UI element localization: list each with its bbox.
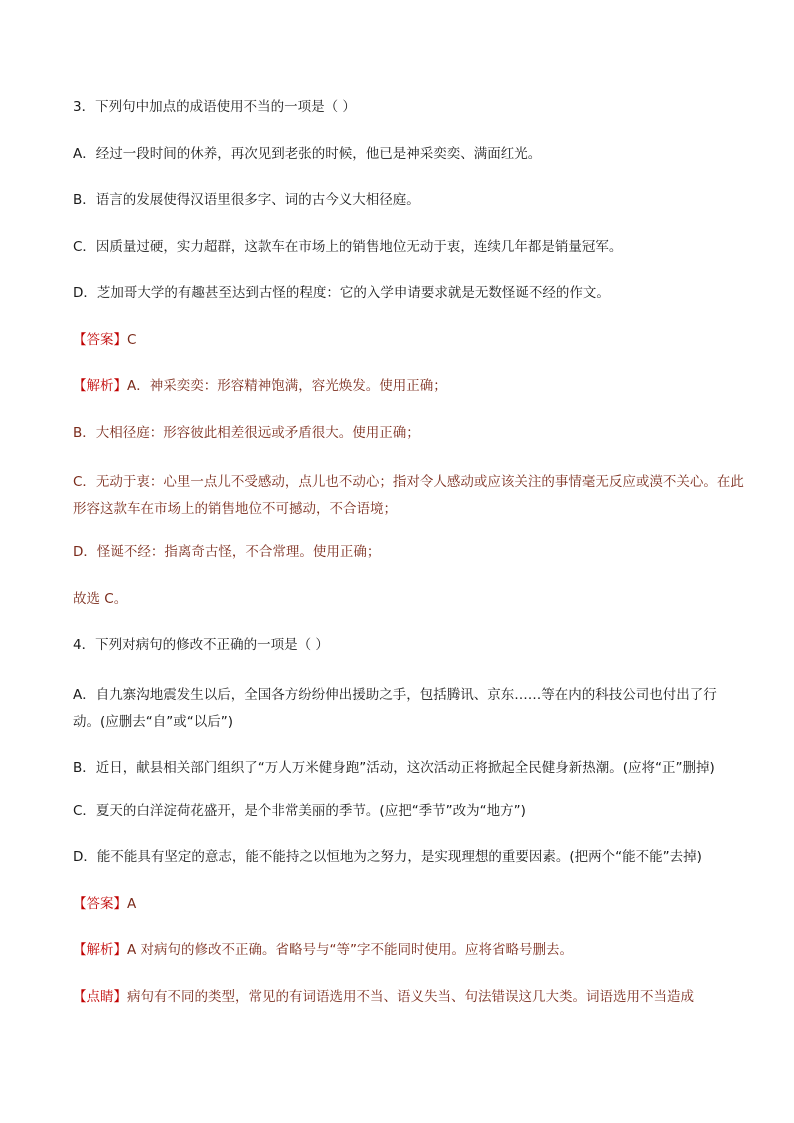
answer-tag: 【答案】 xyxy=(73,895,127,912)
tip-tag: 【点睛】 xyxy=(73,988,127,1005)
question-4-tip xyxy=(73,987,734,1007)
question-3-option-b: B．语言的发展使得汉语里很多字、词的古今义大相径庭。 xyxy=(73,192,420,208)
question-3-option-a: A．经过一段时间的休养，再次见到老张的时候，他已是神采奕奕、满面红光。 xyxy=(73,145,542,162)
question-4-stem: 4．下列对病句的修改不正确的一项是（ ） xyxy=(73,637,329,653)
analysis-text: A 对病句的修改不正确。省略号与“等”字不能同时使用。应将省略号删去。 xyxy=(127,942,574,958)
question-3-conclusion: 故选 C。 xyxy=(73,590,128,607)
question-4-option-d: D．能不能具有坚定的意志，能不能持之以恒地为之努力，是实现理想的重要因素。(把两个“能不能”去掉) xyxy=(73,849,702,865)
question-3-analysis-d: D．怪诞不经：指离奇古怪，不合常理。使用正确； xyxy=(73,544,381,560)
question-3-option-c: C．因质量过硬，实力超群，这款车在市场上的销售地位无动于衷，连续几年都是销量冠军。 xyxy=(73,238,623,255)
question-3-analysis-b: B．大相径庭：形容彼此相差很远或矛盾很大。使用正确； xyxy=(73,424,420,441)
question-4-answer xyxy=(73,894,734,914)
question-4-option-a: A．自九寨沟地震发生以后，全国各方纷纷伸出援助之手，包括腾讯、京东……等在内的科技公司也付出了行动。(应删去“自”或“以后”) xyxy=(73,686,717,730)
tip-text: 病句有不同的类型，常见的有词语选用不当、语义失当、句法错误这几大类。词语选用不当造成 xyxy=(127,988,694,1005)
question-4-option-c: C．夏天的白洋淀荷花盛开，是个非常美丽的季节。(应把“季节”改为“地方”) xyxy=(73,802,526,819)
question-4-option-b: B．近日，献县相关部门组织了“万人万米健身跑”活动，这次活动正将掀起全民健身新热潮。(应将“正”删掉) xyxy=(73,759,715,776)
answer-tag: 【答案】 xyxy=(73,331,127,348)
question-4-analysis xyxy=(73,940,734,960)
analysis-tag: 【解析】 xyxy=(73,942,127,958)
analysis-text: A．神采奕奕：形容精神饱满，容光焕发。使用正确； xyxy=(127,378,447,394)
question-3-analysis-c: C．无动于衷：心里一点儿不受感动，点儿也不动心；指对令人感动或应该关注的事情毫无反应或漠不关心。在此形容这款车在市场上的销售地位不可撼动，不合语境； xyxy=(73,474,744,517)
analysis-tag: 【解析】 xyxy=(73,378,127,394)
question-3-option-d: D．芝加哥大学的有趣甚至达到古怪的程度：它的入学申请要求就是无数怪诞不经的作文。 xyxy=(73,285,610,301)
question-3-answer xyxy=(73,330,734,350)
answer-value: C xyxy=(127,331,137,348)
answer-value: A xyxy=(127,895,137,912)
question-3-stem: 3．下列句中加点的成语使用不当的一项是（ ） xyxy=(73,99,356,115)
question-3-analysis-a xyxy=(73,376,734,396)
